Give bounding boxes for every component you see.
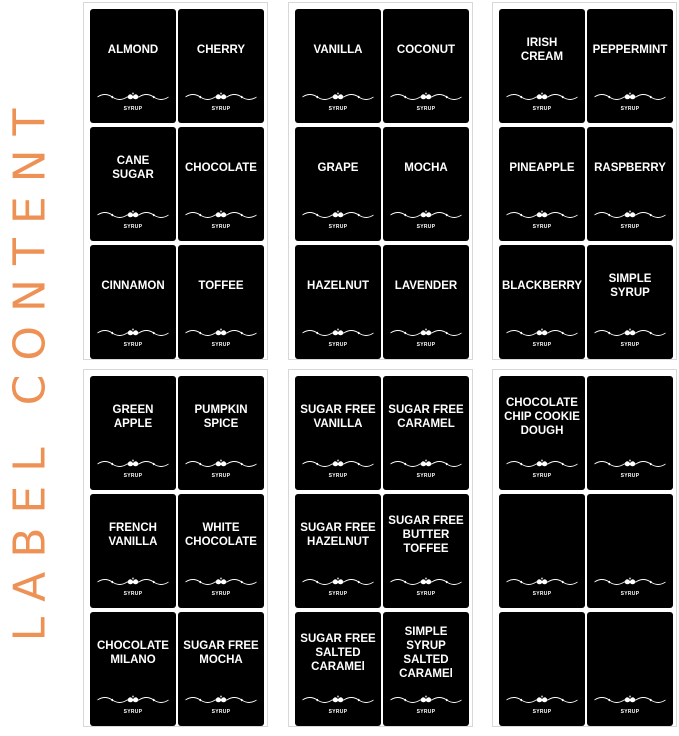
label-name [589, 622, 671, 684]
flourish-ornament-icon [301, 458, 375, 470]
flourish-ornament-icon [505, 327, 579, 339]
flourish-ornament-icon [301, 694, 375, 706]
label-name: GRAPE [317, 162, 359, 174]
syrup-caption: SYRUP [532, 342, 552, 348]
label-name: PUMPKIN SPICE [194, 404, 248, 430]
flourish-ornament-icon [96, 209, 170, 221]
syrup-label [383, 127, 469, 241]
syrup-label [587, 494, 673, 608]
syrup-caption: SYRUP [416, 224, 436, 230]
label-name: SUGAR FREE CARAMEL [388, 404, 464, 430]
label-name: SIMPLE SYRUP [608, 273, 652, 299]
label-name: SUGAR FREE BUTTER TOFFEE [388, 515, 464, 555]
syrup-caption: SYRUP [123, 473, 143, 479]
syrup-caption: SYRUP [620, 591, 640, 597]
label-name: CHOCOLATE CHIP COOKIE DOUGH [504, 397, 580, 437]
syrup-label [587, 9, 673, 123]
label-name: SUGAR FREE VANILLA [300, 404, 376, 430]
label-name: FRENCH VANILLA [108, 522, 158, 548]
flourish-ornament-icon [505, 458, 579, 470]
label-name: CINNAMON [101, 280, 165, 292]
syrup-caption: SYRUP [211, 591, 231, 597]
syrup-label [587, 245, 673, 359]
flourish-ornament-icon [389, 694, 463, 706]
flourish-ornament-icon [505, 576, 579, 588]
syrup-label [499, 9, 585, 123]
label-name: MOCHA [404, 162, 448, 174]
flourish-ornament-icon [301, 576, 375, 588]
flourish-ornament-icon [184, 327, 258, 339]
syrup-label [499, 494, 585, 608]
label-sheet [83, 2, 268, 360]
label-name: SUGAR FREE HAZELNUT [300, 522, 376, 548]
syrup-caption: SYRUP [211, 224, 231, 230]
syrup-caption: SYRUP [620, 473, 640, 479]
syrup-caption: SYRUP [123, 224, 143, 230]
syrup-label [499, 612, 585, 726]
flourish-ornament-icon [96, 327, 170, 339]
label-name [589, 386, 671, 448]
syrup-caption: SYRUP [328, 709, 348, 715]
syrup-label [90, 127, 176, 241]
label-name [501, 504, 583, 566]
syrup-caption: SYRUP [416, 709, 436, 715]
label-name: ALMOND [107, 44, 159, 56]
label-name: HAZELNUT [307, 280, 369, 292]
label-name: SUGAR FREE MOCHA [183, 640, 259, 666]
syrup-label [295, 376, 381, 490]
syrup-caption: SYRUP [328, 342, 348, 348]
flourish-ornament-icon [593, 694, 667, 706]
syrup-label [178, 376, 264, 490]
flourish-ornament-icon [301, 209, 375, 221]
syrup-label [499, 127, 585, 241]
label-sheet [288, 369, 473, 727]
syrup-caption: SYRUP [620, 106, 640, 112]
syrup-label [499, 245, 585, 359]
syrup-label [383, 245, 469, 359]
syrup-caption: SYRUP [211, 106, 231, 112]
syrup-caption: SYRUP [211, 342, 231, 348]
syrup-caption: SYRUP [123, 709, 143, 715]
syrup-caption: SYRUP [532, 106, 552, 112]
syrup-label [178, 494, 264, 608]
syrup-label [383, 612, 469, 726]
syrup-caption: SYRUP [328, 591, 348, 597]
flourish-ornament-icon [593, 327, 667, 339]
syrup-caption: SYRUP [620, 342, 640, 348]
syrup-caption: SYRUP [328, 473, 348, 479]
syrup-label [90, 245, 176, 359]
flourish-ornament-icon [389, 458, 463, 470]
syrup-caption: SYRUP [416, 591, 436, 597]
syrup-label [587, 127, 673, 241]
syrup-caption: SYRUP [532, 709, 552, 715]
syrup-label [295, 9, 381, 123]
syrup-label [499, 376, 585, 490]
syrup-caption: SYRUP [123, 342, 143, 348]
flourish-ornament-icon [389, 327, 463, 339]
label-name: COCONUT [396, 44, 456, 56]
label-sheet [83, 369, 268, 727]
label-sheet [492, 369, 677, 727]
flourish-ornament-icon [505, 91, 579, 103]
syrup-caption: SYRUP [123, 106, 143, 112]
label-name [501, 622, 583, 684]
label-name: PINEAPPLE [509, 162, 575, 174]
flourish-ornament-icon [96, 694, 170, 706]
syrup-label [90, 376, 176, 490]
label-name: IRISH CREAM [520, 37, 564, 63]
syrup-label [178, 612, 264, 726]
syrup-caption: SYRUP [620, 709, 640, 715]
flourish-ornament-icon [96, 576, 170, 588]
syrup-label [383, 9, 469, 123]
syrup-caption: SYRUP [328, 106, 348, 112]
flourish-ornament-icon [389, 91, 463, 103]
syrup-label [178, 127, 264, 241]
label-name: LAVENDER [394, 280, 458, 292]
syrup-caption: SYRUP [532, 224, 552, 230]
syrup-label [90, 9, 176, 123]
flourish-ornament-icon [96, 91, 170, 103]
syrup-label [383, 494, 469, 608]
flourish-ornament-icon [184, 694, 258, 706]
flourish-ornament-icon [184, 209, 258, 221]
flourish-ornament-icon [96, 458, 170, 470]
flourish-ornament-icon [593, 576, 667, 588]
flourish-ornament-icon [505, 694, 579, 706]
label-name: VANILLA [313, 44, 363, 56]
flourish-ornament-icon [301, 327, 375, 339]
syrup-caption: SYRUP [416, 106, 436, 112]
label-sheet [288, 2, 473, 360]
flourish-ornament-icon [593, 209, 667, 221]
side-title-text: LABEL CONTENT [4, 94, 56, 642]
flourish-ornament-icon [389, 209, 463, 221]
syrup-label [383, 376, 469, 490]
syrup-caption: SYRUP [620, 224, 640, 230]
label-sheet [492, 2, 677, 360]
flourish-ornament-icon [184, 91, 258, 103]
syrup-caption: SYRUP [532, 473, 552, 479]
label-name: WHITE CHOCOLATE [185, 522, 257, 548]
label-name: CHERRY [196, 44, 246, 56]
flourish-ornament-icon [301, 91, 375, 103]
label-name: GREEN APPLE [112, 404, 154, 430]
label-name: SUGAR FREE SALTED CARAMEl [300, 633, 376, 673]
label-name: SIMPLE SYRUP SALTED CARAMEl [399, 626, 453, 680]
syrup-caption: SYRUP [416, 342, 436, 348]
syrup-label [90, 612, 176, 726]
flourish-ornament-icon [184, 576, 258, 588]
syrup-label [90, 494, 176, 608]
side-title [0, 0, 60, 736]
syrup-caption: SYRUP [416, 473, 436, 479]
flourish-ornament-icon [505, 209, 579, 221]
flourish-ornament-icon [593, 458, 667, 470]
label-name: TOFFEE [198, 280, 244, 292]
syrup-caption: SYRUP [532, 591, 552, 597]
syrup-caption: SYRUP [211, 709, 231, 715]
label-name: BLACKBERRY [501, 280, 583, 292]
syrup-label [178, 9, 264, 123]
syrup-label [295, 494, 381, 608]
label-name [589, 504, 671, 566]
syrup-label [178, 245, 264, 359]
syrup-caption: SYRUP [123, 591, 143, 597]
syrup-label [295, 245, 381, 359]
syrup-label [587, 612, 673, 726]
syrup-label [295, 127, 381, 241]
syrup-caption: SYRUP [211, 473, 231, 479]
syrup-label [295, 612, 381, 726]
label-name: CANE SUGAR [112, 155, 154, 181]
label-name: PEPPERMINT [592, 44, 668, 56]
syrup-label [587, 376, 673, 490]
label-name: CHOCOLATE [185, 162, 257, 174]
syrup-caption: SYRUP [328, 224, 348, 230]
flourish-ornament-icon [389, 576, 463, 588]
flourish-ornament-icon [184, 458, 258, 470]
label-name: CHOCOLATE MILANO [97, 640, 169, 666]
flourish-ornament-icon [593, 91, 667, 103]
label-name: RASPBERRY [594, 162, 666, 174]
